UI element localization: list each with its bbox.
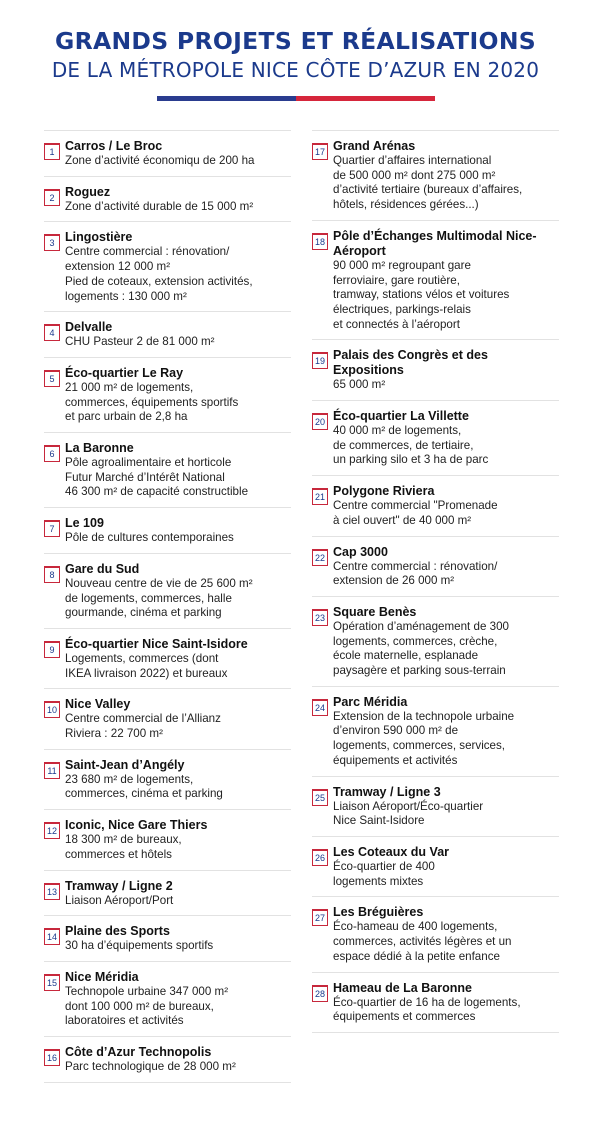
item-text bbox=[65, 697, 291, 741]
item-description-line: dont 100 000 m² de bureaux, bbox=[65, 999, 214, 1013]
item-description-line: Zone d’activité économiqu de 200 ha bbox=[65, 154, 255, 167]
item-number-badge: 13 bbox=[44, 883, 60, 900]
item-name: Gare du Sud bbox=[65, 561, 140, 576]
item-name: Éco-quartier Nice Saint-Isidore bbox=[65, 636, 248, 651]
item-description-line: Riviera : 22 700 m² bbox=[65, 727, 163, 741]
item-name: Le 109 bbox=[65, 516, 104, 531]
list-item bbox=[312, 476, 559, 536]
item-text bbox=[333, 905, 559, 964]
item-description-line: Liaison Aéroport/Port bbox=[65, 893, 174, 907]
item-description bbox=[65, 245, 291, 304]
item-number-badge: 6 bbox=[44, 445, 60, 462]
item-description bbox=[333, 800, 559, 829]
item-number-badge: 18 bbox=[312, 233, 328, 250]
item-number-badge: 11 bbox=[44, 762, 60, 779]
item-description-line: Centre commercial : rénovation/ bbox=[333, 559, 498, 573]
item-name: Polygone Riviera bbox=[333, 484, 435, 499]
item-description bbox=[333, 154, 559, 213]
item-description-line: Futur Marché d’Intérêt National bbox=[65, 470, 225, 484]
list-item bbox=[312, 537, 559, 597]
item-description-line: Pôle agroalimentaire et horticole bbox=[65, 456, 232, 470]
divider-blue bbox=[157, 96, 296, 101]
item-name: Nice Méridia bbox=[65, 969, 139, 984]
item-description-line: logements : 130 000 m² bbox=[65, 289, 187, 303]
item-description-line: Quartier d’affaires international bbox=[333, 154, 492, 167]
item-name: Roguez bbox=[65, 184, 111, 199]
item-name: Nice Valley bbox=[65, 697, 131, 712]
item-name: Plaine des Sports bbox=[65, 924, 170, 939]
item-text bbox=[333, 545, 559, 589]
list-item bbox=[44, 750, 291, 810]
item-text bbox=[65, 366, 291, 425]
item-number-badge: 23 bbox=[312, 609, 328, 626]
item-description-line: Éco-quartier de 16 ha de logements, bbox=[333, 995, 521, 1009]
item-name: Iconic, Nice Gare Thiers bbox=[65, 818, 208, 833]
item-description-line: ferroviaire, gare routière, bbox=[333, 273, 460, 287]
item-text bbox=[333, 484, 559, 528]
item-number-badge: 8 bbox=[44, 566, 60, 583]
item-description-line: d’environ 590 000 m² de bbox=[333, 724, 459, 738]
item-number-badge: 4 bbox=[44, 324, 60, 341]
item-text bbox=[65, 758, 291, 802]
item-description-line: équipements et activités bbox=[333, 753, 458, 767]
item-text bbox=[65, 139, 291, 169]
item-description bbox=[65, 712, 291, 741]
item-description-line: de logements, commerces, halle bbox=[65, 591, 232, 605]
item-number-badge: 17 bbox=[312, 143, 328, 160]
list-item bbox=[312, 973, 559, 1033]
item-name: Les Coteaux du Var bbox=[333, 844, 450, 859]
item-description-line: Centre commercial de l’Allianz bbox=[65, 712, 221, 726]
item-number-badge: 24 bbox=[312, 699, 328, 716]
item-description-line: 90 000 m² regroupant gare bbox=[333, 258, 471, 272]
item-description-line: 46 300 m² de capacité constructible bbox=[65, 485, 249, 499]
item-name: Square Benès bbox=[333, 604, 417, 619]
item-number-badge: 19 bbox=[312, 352, 328, 369]
list-item bbox=[312, 340, 559, 401]
item-number-badge: 10 bbox=[44, 701, 60, 718]
item-description-line: et connectés à l’aéroport bbox=[333, 317, 460, 331]
list-item bbox=[312, 777, 559, 837]
project-column-left bbox=[44, 130, 291, 1083]
item-name: Hameau de La Baronne bbox=[333, 980, 472, 995]
item-text bbox=[333, 695, 559, 769]
item-text bbox=[65, 320, 291, 350]
item-text bbox=[333, 348, 559, 393]
item-description-line: paysagère et parking sous-terrain bbox=[333, 664, 506, 678]
item-number-badge: 28 bbox=[312, 985, 328, 1002]
list-item bbox=[312, 597, 559, 687]
item-description-line: commerces et hôtels bbox=[65, 847, 172, 861]
item-description-line: Opération d’aménagement de 300 bbox=[333, 619, 509, 633]
item-description-line: un parking silo et 3 ha de parc bbox=[333, 453, 489, 467]
project-columns bbox=[44, 130, 559, 1083]
item-number-badge: 25 bbox=[312, 789, 328, 806]
item-description-line: Extension de la technopole urbaine bbox=[333, 709, 515, 723]
item-description bbox=[65, 200, 291, 215]
item-description-line: laboratoires et activités bbox=[65, 1014, 184, 1028]
tricolor-divider bbox=[157, 96, 435, 101]
item-text bbox=[65, 818, 291, 862]
item-text bbox=[65, 879, 291, 909]
item-description bbox=[65, 833, 291, 862]
list-item bbox=[44, 433, 291, 508]
list-item bbox=[312, 131, 559, 221]
item-number-badge: 22 bbox=[312, 549, 328, 566]
item-name: Saint-Jean d’Angély bbox=[65, 757, 185, 772]
item-description-line: 21 000 m² de logements, bbox=[65, 380, 194, 394]
item-name: Tramway / Ligne 3 bbox=[333, 784, 441, 799]
item-number-badge: 21 bbox=[312, 488, 328, 505]
item-text bbox=[65, 230, 291, 304]
item-description bbox=[333, 560, 559, 589]
item-description bbox=[333, 259, 559, 333]
item-name: Delvalle bbox=[65, 320, 113, 335]
item-name: Les Bréguières bbox=[333, 905, 424, 920]
item-description-line: Technopole urbaine 347 000 m² bbox=[65, 984, 229, 998]
item-number-badge: 27 bbox=[312, 909, 328, 926]
item-number-badge: 26 bbox=[312, 849, 328, 866]
item-description bbox=[333, 378, 559, 393]
item-name: Tramway / Ligne 2 bbox=[65, 878, 173, 893]
list-item bbox=[44, 554, 291, 629]
item-description bbox=[333, 710, 559, 769]
list-item bbox=[44, 358, 291, 433]
item-text bbox=[333, 845, 559, 889]
item-description bbox=[65, 1060, 291, 1075]
list-item bbox=[44, 689, 291, 749]
item-name: Grand Arénas bbox=[333, 139, 416, 153]
item-description-line: logements, commerces, services, bbox=[333, 739, 506, 753]
item-number-badge: 5 bbox=[44, 370, 60, 387]
item-description-line: Centre commercial "Promenade bbox=[333, 499, 498, 513]
item-description-line: et parc urbain de 2,8 ha bbox=[65, 410, 188, 424]
item-text bbox=[65, 970, 291, 1029]
item-text bbox=[65, 441, 291, 500]
list-item bbox=[44, 312, 291, 358]
item-description bbox=[333, 996, 559, 1025]
item-name: Éco-quartier Le Ray bbox=[65, 365, 184, 380]
item-description-line: Liaison Aéroport/Éco-quartier bbox=[333, 799, 484, 813]
item-description-line: CHU Pasteur 2 de 81 000 m² bbox=[65, 335, 215, 349]
item-text bbox=[333, 229, 559, 333]
item-number-badge: 20 bbox=[312, 413, 328, 430]
list-item bbox=[312, 401, 559, 476]
list-item bbox=[44, 508, 291, 554]
item-text bbox=[65, 1045, 291, 1075]
item-description bbox=[333, 620, 559, 679]
item-name: Côte d’Azur Technopolis bbox=[65, 1045, 212, 1060]
item-name: Palais des Congrès et des Expositions bbox=[333, 348, 488, 378]
item-description-line: extension 12 000 m² bbox=[65, 260, 171, 274]
item-description-line: Zone d’activité durable de 15 000 m² bbox=[65, 199, 254, 213]
item-description bbox=[65, 985, 291, 1029]
item-description bbox=[65, 939, 291, 954]
item-description-line: à ciel ouvert" de 40 000 m² bbox=[333, 513, 472, 527]
item-description-line: d’activité tertiaire (bureaux d’affaires, bbox=[333, 183, 523, 197]
item-number-badge: 12 bbox=[44, 822, 60, 839]
item-number-badge: 9 bbox=[44, 641, 60, 658]
item-description bbox=[333, 860, 559, 889]
item-number-badge: 15 bbox=[44, 974, 60, 991]
item-text bbox=[65, 185, 291, 215]
item-description-line: extension de 26 000 m² bbox=[333, 574, 455, 588]
item-description-line: 23 680 m² de logements, bbox=[65, 772, 194, 786]
page-title: GRANDS PROJETS ET RÉALISATIONS bbox=[54, 27, 537, 55]
item-description-line: équipements et commerces bbox=[333, 1010, 476, 1024]
item-description bbox=[65, 773, 291, 802]
item-description-line: école maternelle, esplanade bbox=[333, 649, 479, 663]
item-text bbox=[65, 924, 291, 954]
list-item bbox=[312, 897, 559, 972]
item-text bbox=[333, 605, 559, 679]
list-item bbox=[44, 962, 291, 1037]
item-text bbox=[65, 637, 291, 681]
item-description-line: 30 ha d’équipements sportifs bbox=[65, 939, 214, 953]
item-description bbox=[65, 456, 291, 500]
item-number-badge: 16 bbox=[44, 1049, 60, 1066]
item-number-badge: 1 bbox=[44, 143, 60, 160]
item-description-line: commerces, activités légères et un bbox=[333, 935, 512, 949]
item-description-line: Nouveau centre de vie de 25 600 m² bbox=[65, 576, 253, 590]
item-description bbox=[333, 424, 559, 468]
page-subtitle: DE LA MÉTROPOLE NICE CÔTE D’AZUR EN 2020 bbox=[51, 58, 540, 82]
item-text bbox=[333, 139, 559, 213]
item-description-line: 18 300 m² de bureaux, bbox=[65, 833, 182, 847]
item-description bbox=[65, 381, 291, 425]
item-name: Éco-quartier La Villette bbox=[333, 409, 469, 424]
item-name: La Baronne bbox=[65, 441, 134, 456]
item-name: Parc Méridia bbox=[333, 694, 408, 709]
list-item bbox=[44, 1037, 291, 1083]
item-description-line: commerces, cinéma et parking bbox=[65, 787, 223, 801]
item-name: Carros / Le Broc bbox=[65, 139, 163, 153]
item-description-line: Parc technologique de 28 000 m² bbox=[65, 1060, 236, 1074]
list-item bbox=[312, 687, 559, 777]
item-number-badge: 3 bbox=[44, 234, 60, 251]
list-item bbox=[44, 629, 291, 689]
item-description bbox=[65, 894, 291, 909]
divider-red bbox=[296, 96, 435, 101]
list-item bbox=[44, 810, 291, 870]
list-item bbox=[44, 131, 291, 177]
item-description-line: gourmande, cinéma et parking bbox=[65, 606, 222, 620]
item-description-line: Logements, commerces (dont bbox=[65, 651, 219, 665]
item-text bbox=[65, 562, 291, 621]
item-description bbox=[65, 577, 291, 621]
item-description-line: 40 000 m² de logements, bbox=[333, 424, 462, 438]
item-description bbox=[333, 499, 559, 528]
list-item bbox=[44, 871, 291, 917]
item-description-line: Pied de coteaux, extension activités, bbox=[65, 274, 253, 288]
item-text bbox=[333, 981, 559, 1025]
item-description-line: Centre commercial : rénovation/ bbox=[65, 245, 230, 259]
item-number-badge: 14 bbox=[44, 928, 60, 945]
project-column-right bbox=[312, 130, 559, 1083]
item-text bbox=[333, 409, 559, 468]
item-description-line: de 500 000 m² dont 275 000 m² bbox=[333, 168, 496, 182]
item-name: Cap 3000 bbox=[333, 544, 388, 559]
item-description-line: Éco-quartier de 400 bbox=[333, 859, 435, 873]
item-description-line: IKEA livraison 2022) et bureaux bbox=[65, 666, 228, 680]
item-number-badge: 2 bbox=[44, 189, 60, 206]
item-description bbox=[65, 652, 291, 681]
item-description bbox=[65, 335, 291, 350]
list-item bbox=[312, 837, 559, 897]
item-description-line: électriques, parkings-relais bbox=[333, 302, 471, 316]
item-description-line: Pôle de cultures contemporaines bbox=[65, 531, 234, 545]
item-description-line: 65 000 m² bbox=[333, 378, 386, 392]
item-description bbox=[65, 154, 291, 169]
list-item bbox=[44, 177, 291, 223]
item-text bbox=[333, 785, 559, 829]
item-description-line: Nice Saint-Isidore bbox=[333, 814, 425, 828]
item-name: Lingostière bbox=[65, 230, 133, 245]
item-description-line: hôtels, résidences gérées...) bbox=[333, 198, 479, 212]
item-description-line: tramway, stations vélos et voitures bbox=[333, 288, 510, 302]
item-description-line: Éco-hameau de 400 logements, bbox=[333, 920, 498, 934]
item-description-line: logements mixtes bbox=[333, 874, 424, 888]
item-description bbox=[333, 920, 559, 964]
item-description bbox=[65, 531, 291, 546]
item-description-line: de commerces, de tertiaire, bbox=[333, 438, 474, 452]
item-text bbox=[65, 516, 291, 546]
list-item bbox=[44, 222, 291, 312]
item-name: Pôle d’Échanges Multimodal Nice-Aéroport bbox=[333, 228, 537, 258]
item-description-line: espace dédié à la petite enfance bbox=[333, 949, 500, 963]
item-number-badge: 7 bbox=[44, 520, 60, 537]
header bbox=[0, 0, 591, 101]
list-item bbox=[44, 916, 291, 962]
list-item bbox=[312, 221, 559, 341]
item-description-line: logements, commerces, crèche, bbox=[333, 634, 498, 648]
item-description-line: commerces, équipements sportifs bbox=[65, 395, 239, 409]
